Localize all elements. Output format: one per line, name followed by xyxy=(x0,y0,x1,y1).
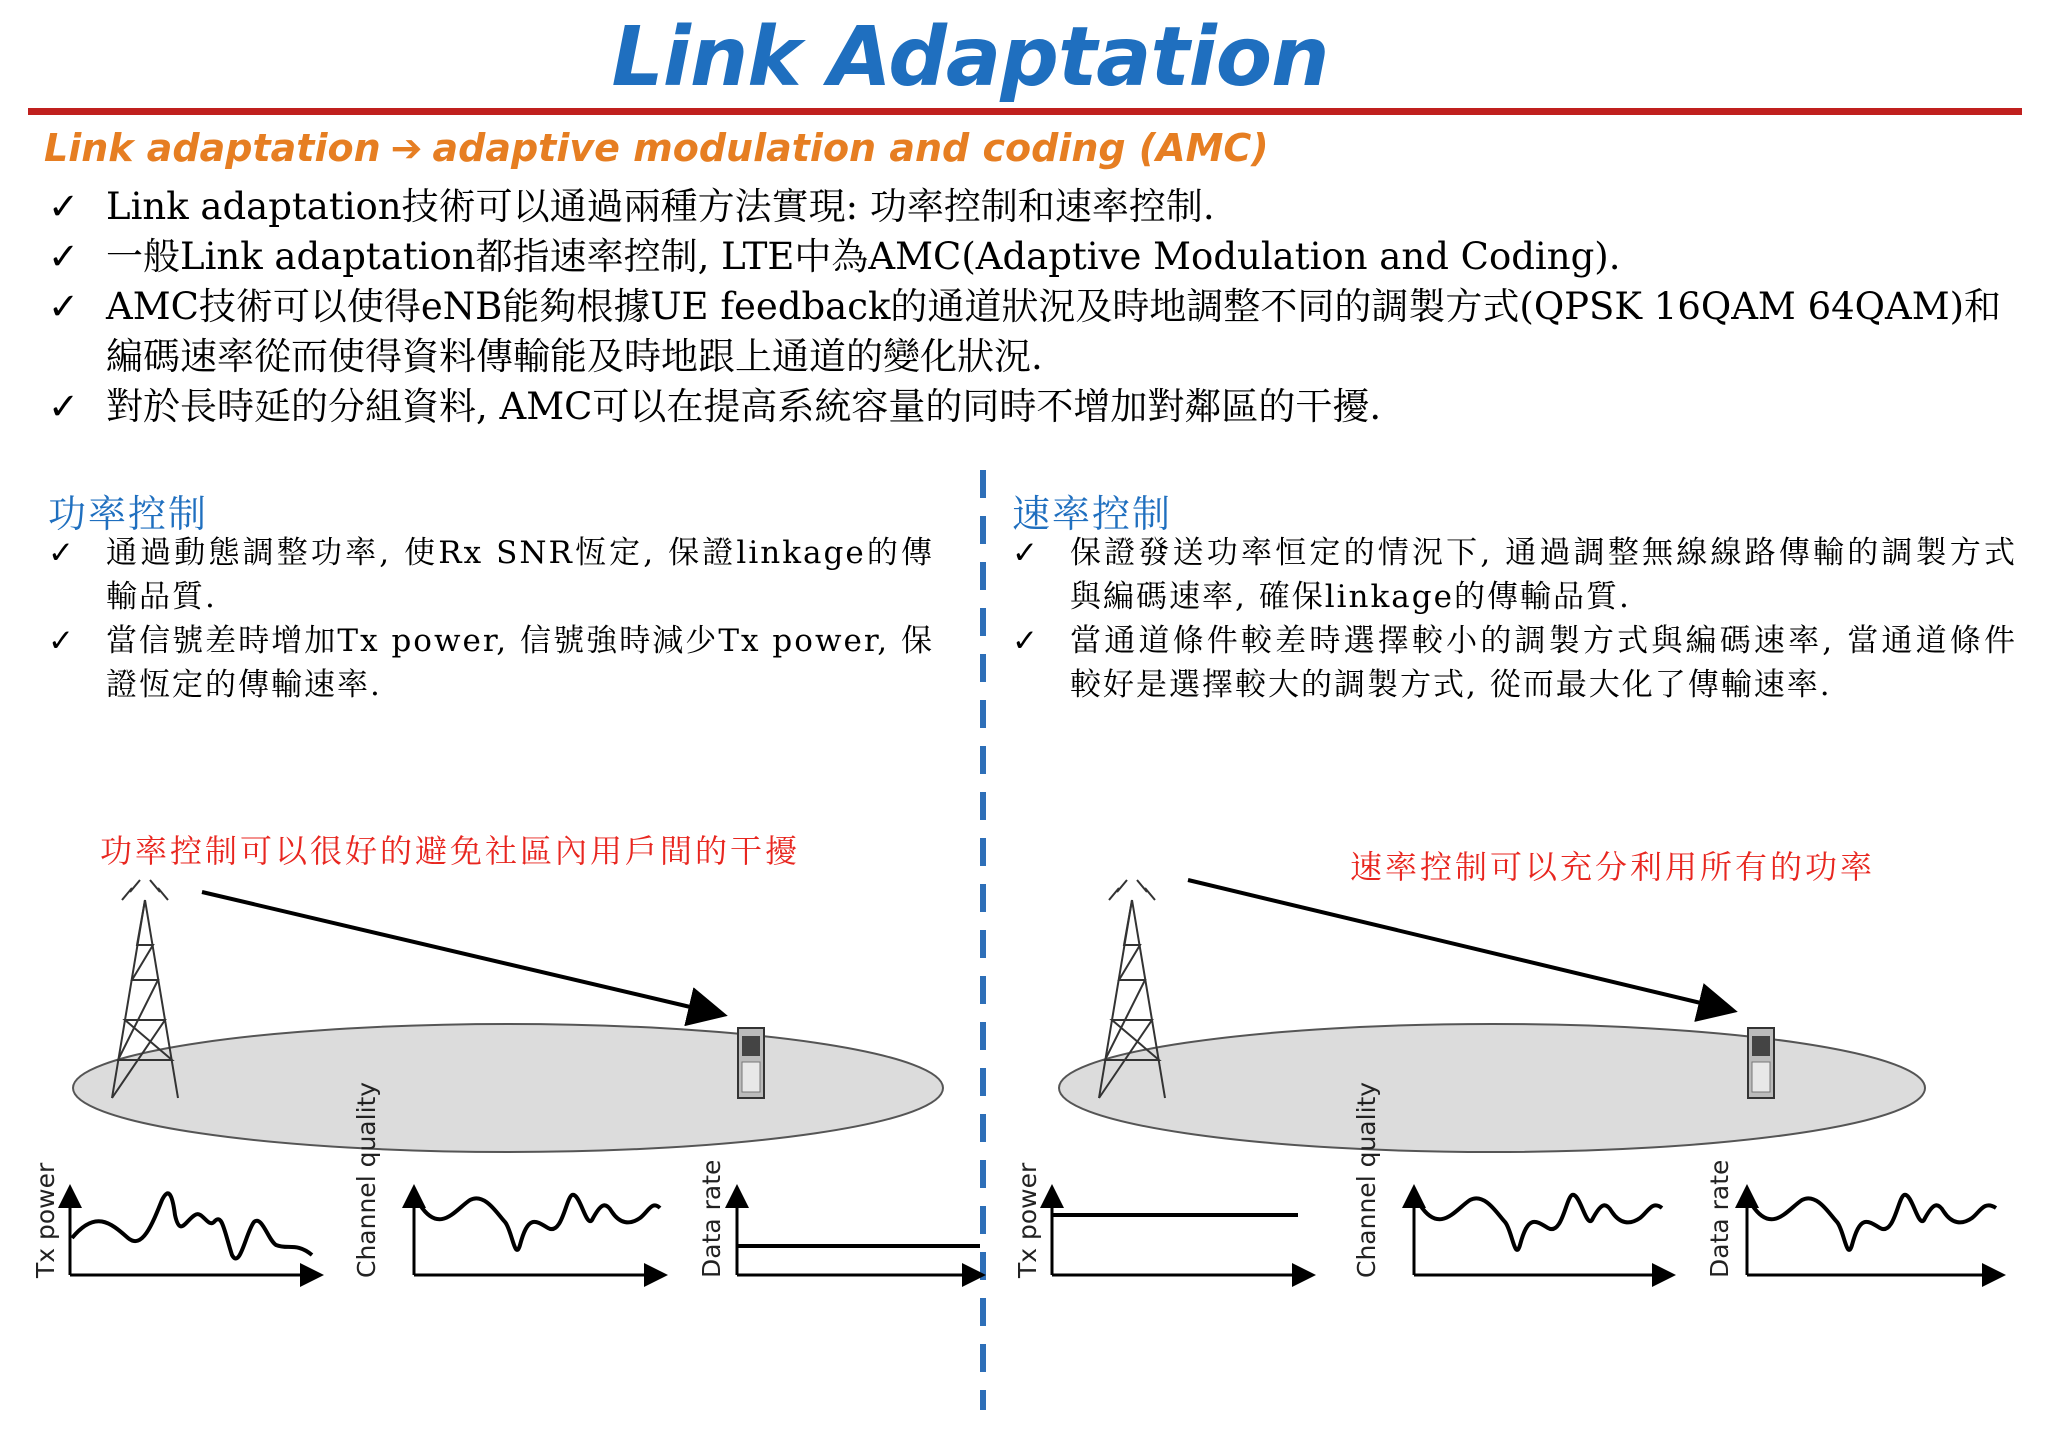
cell-coverage-ellipse xyxy=(73,1024,943,1152)
checkmark-icon: ✓ xyxy=(1012,623,1040,659)
mobile-device-icon xyxy=(738,1028,764,1098)
y-axis-label: Tx power xyxy=(1013,1162,1042,1278)
transmission-arrow xyxy=(1188,880,1730,1010)
bullet-text: Link adaptation技術可以通過兩種方法實現: 功率控制和速率控制. xyxy=(106,185,1215,228)
y-axis-label: Channel quality xyxy=(1352,1081,1381,1278)
checkmark-icon: ✓ xyxy=(48,285,80,328)
bullet-text: 保證發送功率恒定的情況下, 通過調整無線線路傳輸的調製方式與編碼速率, 確保linkage的傳輸品質. xyxy=(1070,535,2017,615)
bullet-text: AMC技術可以使得eNB能夠根據UE feedback的通道狀況及時地調整不同的調製方式(QPSK 16QAM 64QAM)和編碼速率從而使得資料傳輸能及時地跟上通道的變化狀況. xyxy=(106,285,2002,378)
data-rate-graph xyxy=(697,1160,980,1278)
checkmark-icon: ✓ xyxy=(48,185,80,228)
tx-power-graph xyxy=(31,1162,318,1279)
bullet-text: 當通道條件較差時選擇較小的調製方式與編碼速率, 當通道條件較好是選擇較大的調製方式, 從而最大化了傳輸速率. xyxy=(1070,623,2017,703)
y-axis-label: Data rate xyxy=(1705,1159,1734,1278)
checkmark-icon: ✓ xyxy=(1012,535,1040,571)
transmission-arrow xyxy=(202,892,720,1014)
right-cell-illustration xyxy=(1059,880,1925,1152)
arrow-icon: ➔ xyxy=(390,126,423,170)
left-cell-illustration xyxy=(73,880,943,1152)
bullet-text: 通過動態調整功率, 使Rx SNR恆定, 保證linkage的傳輸品質. xyxy=(106,535,934,615)
bullet-text: 一般Link adaptation都指速率控制, LTE中為AMC(Adaptive Modulation and Coding). xyxy=(106,235,1621,278)
power-control-heading: 功率控制 xyxy=(48,492,209,536)
y-axis-label: Data rate xyxy=(697,1159,726,1278)
tx-power-graph xyxy=(1013,1162,1310,1279)
subtitle-right: adaptive modulation and coding (AMC) xyxy=(432,126,1269,170)
y-axis-label: Tx power xyxy=(31,1162,60,1278)
y-axis-label: Channel quality xyxy=(352,1081,381,1278)
checkmark-icon: ✓ xyxy=(48,235,80,278)
rate-control-heading: 速率控制 xyxy=(1012,492,1173,536)
page-title: Link Adaptation xyxy=(611,10,1329,105)
mobile-device-icon xyxy=(1748,1028,1774,1098)
checkmark-icon: ✓ xyxy=(48,623,76,659)
data-rate-graph xyxy=(1705,1160,2000,1278)
checkmark-icon: ✓ xyxy=(48,385,80,428)
rate-control-note: 速率控制可以充分利用所有的功率 xyxy=(1350,848,1876,886)
bullet-text: 對於長時延的分組資料, AMC可以在提高系統容量的同時不增加對鄰區的干擾. xyxy=(106,385,1382,428)
power-control-note: 功率控制可以很好的避免社區內用戶間的干擾 xyxy=(100,832,801,870)
checkmark-icon: ✓ xyxy=(48,535,76,571)
cell-coverage-ellipse xyxy=(1059,1024,1925,1152)
bullet-text: 當信號差時增加Tx power, 信號強時減少Tx power, 保證恆定的傳輸速率. xyxy=(106,623,934,703)
subtitle-left: Link adaptation xyxy=(44,126,381,170)
